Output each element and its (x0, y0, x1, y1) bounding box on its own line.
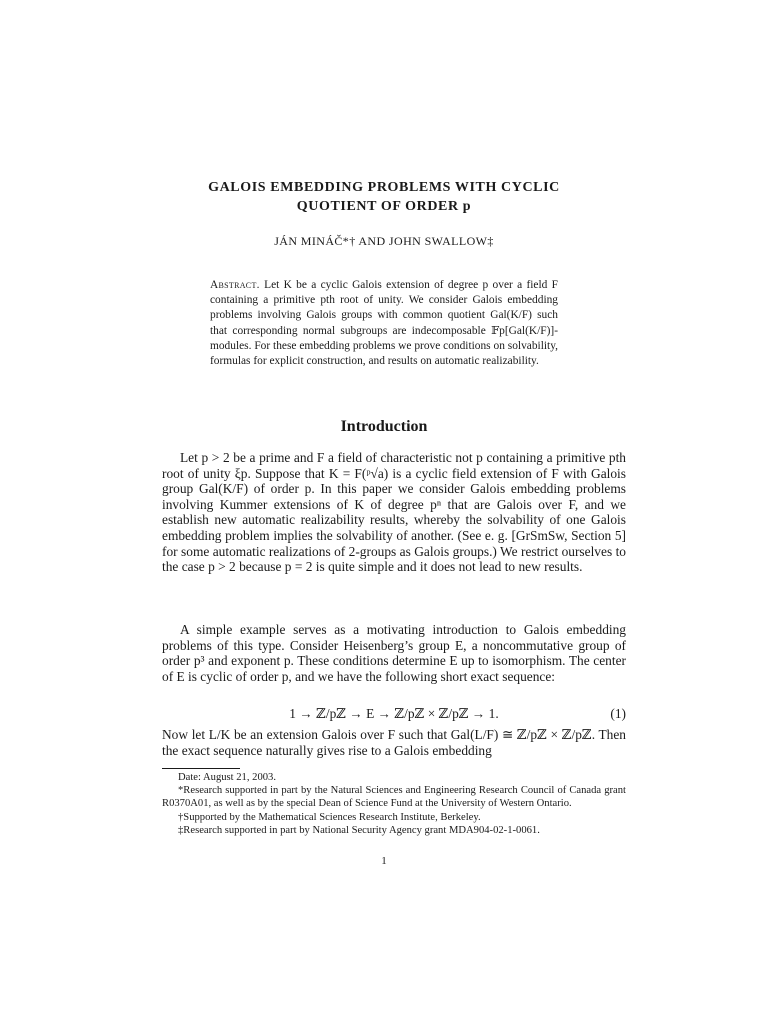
intro-paragraph-2-text: A simple example serves as a motivating introduction to Galois embedding problems of this type. Consider Heisenberg’s group E, a noncommutative group of order p³ and exponent p. These conditions determine E up to isomorphism. The center of E is cyclic of order p, and we have the following short exact sequence: (162, 622, 626, 684)
page-number: 1 (381, 855, 387, 867)
footnote-star: *Research supported in part by the Natural Sciences and Engineering Research Council of Canada grant R0370A01, as well as by the special Dean of Science Fund at the University of Western Ontario. (162, 785, 626, 810)
equation-body: 1 → ℤ/pℤ → E → ℤ/pℤ × ℤ/pℤ → 1. (289, 706, 499, 721)
intro-paragraph-3: Now let L/K be an extension Galois over F such that Gal(L/F) ≅ ℤ/pℤ × ℤ/pℤ. Then the exact sequence naturally gives rise to a Galois embedding (162, 727, 626, 758)
equation-number: (1) (610, 706, 626, 721)
footnote-date: Date: August 21, 2003. (178, 772, 276, 783)
footnote-rule (162, 768, 240, 769)
equation-1 (162, 706, 626, 724)
paper-title-line-2: QUOTIENT OF ORDER p (296, 199, 472, 214)
abstract (210, 278, 558, 369)
intro-paragraph-1 (162, 450, 626, 575)
abstract-text: Let K be a cyclic Galois extension of degree p over a field F containing a primitive pth root of unity. We consider Galois embedding problems involving Galois groups with common quotient Gal(K/F) such that corresponding normal subgroups are indecomposable 𝔽p[Gal(K/F)]-modules. For these embedding problems we prove conditions on solvability, formulas for explicit construction, and results on automatic realizability. (210, 279, 558, 368)
paper-title-line-1: GALOIS EMBEDDING PROBLEMS WITH CYCLIC (208, 180, 560, 195)
authors: JÁN MINÁČ*† AND JOHN SWALLOW‡ (274, 234, 494, 248)
footnote-dagger: †Supported by the Mathematical Sciences Research Institute, Berkeley. (178, 811, 481, 823)
intro-paragraph-1-text: Let p > 2 be a prime and F a field of characteristic not p containing a primitive pth root of unity ξp. Suppose that K = F(ᵖ√a) is a cyclic field extension of F with Galois group Gal(K/F) of order p. In this paper we consider Galois embedding problems involving Kummer extensions of K of degree pⁿ that are Galois over F, and we establish new automatic realizability results, whereby the solvability of one Galois embedding problem implies the solvability of another. (See e. g. [GrSmSw, Section 5] for some automatic realizations of 2-groups as Galois groups.) We restrict ourselves to the case p > 2 because p = 2 is quite simple and it does not lead to new results. (162, 450, 626, 575)
section-title-introduction: Introduction (340, 418, 428, 435)
abstract-label: Abstract. (210, 279, 260, 291)
footnote-double-dagger: ‡Research supported in part by National Security Agency grant MDA904-02-1-0061. (178, 824, 540, 836)
footnotes (162, 771, 626, 837)
intro-paragraph-2 (162, 622, 626, 684)
